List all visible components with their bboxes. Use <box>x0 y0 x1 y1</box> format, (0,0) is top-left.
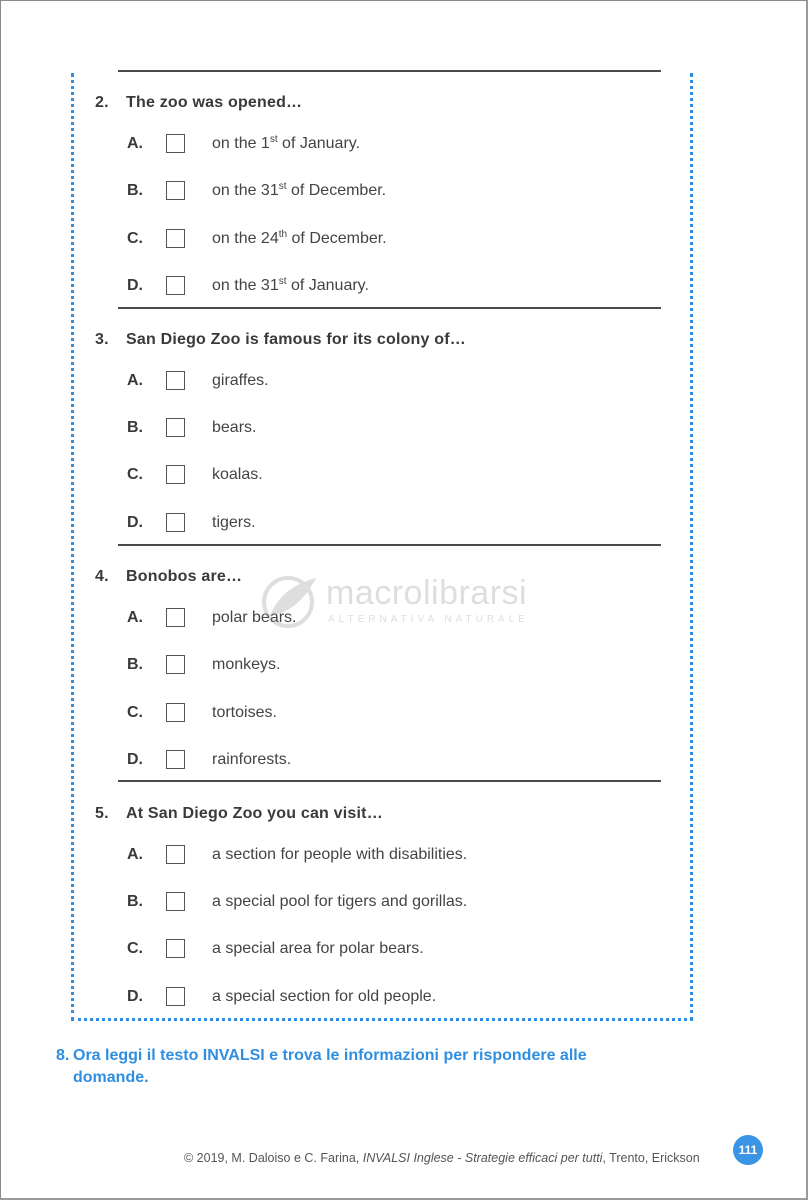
footer-prefix: © 2019, M. Daloiso e C. Farina, <box>184 1151 363 1165</box>
option-text: a special pool for tigers and gorillas. <box>212 893 468 910</box>
option-letter: A. <box>127 135 143 152</box>
option-text: koalas. <box>212 466 263 483</box>
answer-checkbox[interactable] <box>166 513 185 532</box>
option-text: a special area for polar bears. <box>212 940 424 957</box>
option-letter: D. <box>127 277 143 294</box>
option-letter: B. <box>127 893 143 910</box>
separator-rule <box>118 544 661 546</box>
option-letter: D. <box>127 751 143 768</box>
answer-checkbox[interactable] <box>166 703 185 722</box>
question-number: 4. <box>95 568 109 585</box>
option-text: on the 31st of January. <box>212 276 369 294</box>
answer-checkbox[interactable] <box>166 371 185 390</box>
question-title <box>95 331 466 349</box>
answer-checkbox[interactable] <box>166 939 185 958</box>
answer-checkbox[interactable] <box>166 892 185 911</box>
option-letter: C. <box>127 466 143 483</box>
task-text-line1: Ora leggi il testo INVALSI e trova le informazioni per rispondere alle <box>73 1047 587 1064</box>
option-letter: A. <box>127 372 143 389</box>
question-text: San Diego Zoo is famous for its colony of… <box>126 331 466 348</box>
separator-rule <box>118 70 661 72</box>
option-letter: C. <box>127 940 143 957</box>
option-text: giraffes. <box>212 372 269 389</box>
option-letter: B. <box>127 182 143 199</box>
watermark <box>258 572 558 632</box>
option-letter: A. <box>127 846 143 863</box>
option-letter: B. <box>127 419 143 436</box>
option-text: on the 24th of December. <box>212 229 387 247</box>
option-letter: C. <box>127 704 143 721</box>
option-letter: D. <box>127 514 143 531</box>
task-text-line2: domande. <box>73 1069 149 1086</box>
answer-checkbox[interactable] <box>166 608 185 627</box>
option-letter: A. <box>127 609 143 626</box>
option-text: rainforests. <box>212 751 292 768</box>
option-text: tigers. <box>212 514 256 531</box>
footer-book-title: INVALSI Inglese - Strategie efficaci per tutti <box>362 1151 603 1165</box>
option-text: bears. <box>212 419 257 436</box>
separator-rule <box>118 307 661 309</box>
option-text: monkeys. <box>212 656 281 673</box>
option-text: a section for people with disabilities. <box>212 846 468 863</box>
option-text: tortoises. <box>212 704 277 721</box>
answer-checkbox[interactable] <box>166 181 185 200</box>
question-text: Bonobos are… <box>126 568 243 585</box>
watermark-brand: macrolibrarsi <box>326 574 528 612</box>
option-letter: D. <box>127 988 143 1005</box>
option-letter: C. <box>127 230 143 247</box>
question-number: 3. <box>95 331 109 348</box>
answer-checkbox[interactable] <box>166 465 185 484</box>
answer-checkbox[interactable] <box>166 134 185 153</box>
question-title <box>95 805 383 823</box>
question-text: The zoo was opened… <box>126 94 303 111</box>
option-text: a special section for old people. <box>212 988 437 1005</box>
question-title <box>95 94 302 112</box>
answer-checkbox[interactable] <box>166 229 185 248</box>
answer-checkbox[interactable] <box>166 845 185 864</box>
exercise-frame <box>71 73 693 1021</box>
answer-checkbox[interactable] <box>166 750 185 769</box>
footer-suffix: , Trento, Erickson <box>602 1151 700 1165</box>
answer-checkbox[interactable] <box>166 987 185 1006</box>
question-number: 2. <box>95 94 109 111</box>
task-number: 8. <box>56 1047 70 1064</box>
leaf-logo-icon <box>258 572 322 630</box>
task-instruction <box>56 1045 587 1089</box>
question-title <box>95 568 242 586</box>
option-text: on the 1st of January. <box>212 134 361 152</box>
answer-checkbox[interactable] <box>166 418 185 437</box>
question-number: 5. <box>95 805 109 822</box>
answer-checkbox[interactable] <box>166 276 185 295</box>
separator-rule <box>118 780 661 782</box>
answer-checkbox[interactable] <box>166 655 185 674</box>
watermark-tagline: ALTERNATIVA NATURALE <box>328 614 529 625</box>
question-text: At San Diego Zoo you can visit… <box>126 805 383 822</box>
page-number-badge: 111 <box>733 1135 763 1165</box>
copyright-footer <box>184 1151 700 1165</box>
option-text: on the 31st of December. <box>212 181 387 199</box>
option-letter: B. <box>127 656 143 673</box>
option-text: polar bears. <box>212 609 297 626</box>
